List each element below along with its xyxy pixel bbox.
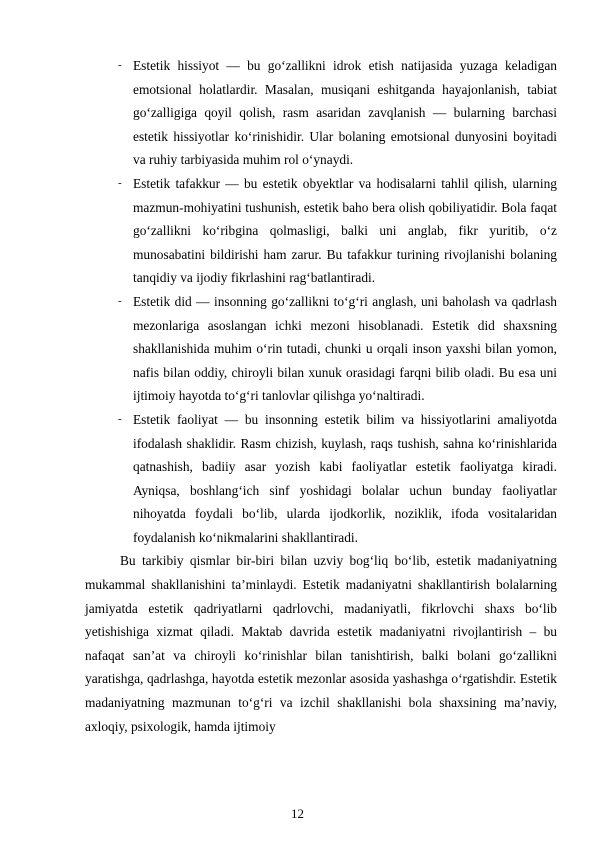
paragraph-text: Estetik tafakkur — bu estetik obyektlar va hodisalarni tahlil qilish, ularning mazmun-mohiyatini tushunish, estetik baho bera olish qobiliyatidir. Bola faqat go‘zallikni ko‘ribgina qolmasligi, balki uni anglab, fikr yuritib, o‘z munosabatini bildirishi ham zarur. Bu tafakkur turining rivojlanishi bolaning tanqidiy va ijodiy fikrlashini rag‘batlantiradi. [133,175,557,286]
bullet-dash: - [118,176,122,189]
paragraph-text: Estetik hissiyot — bu go‘zallikni idrok etish natijasida yuzaga keladigan emotsional holatlardir. Masalan, musiqani eshitganda hayajonlanish, tabiat go‘zalligiga qoyil qolish, rasm asaridan zavqlanish — bularning barchasi estetik hissiyotlar ko‘rinishidir. Ular bolaning emotsional dunyosini boyitadi va ruhiy tarbiyasida muhim rol o‘ynaydi. [133,58,557,168]
bullet-dash: - [118,412,122,425]
body-text [85,54,557,738]
list-item-estetik-faoliyat [85,408,557,550]
bullet-dash: - [118,59,122,71]
list-item-estetik-did [85,290,557,408]
list-item-estetik-hissiyot [85,54,557,172]
paragraph-text: Estetik did — insonning go‘zallikni to‘g‘ri anglash, uni baholash va qadrlash mezonlariga asoslangan ichki mezoni hisoblanadi. Estetik did shaxsning shakllanishida muhim o‘rin tutadi, chunki u orqali inson yaxshi bilan yomon, nafis bilan oddiy, chiroyli bilan xunuk orasidagi farqni bilib oladi. Bu esa uni ijtimoiy hayotda to‘g‘ri tanlovlar qilishga yo‘naltiradi. [133,293,557,404]
paragraph-summary [85,549,557,738]
page-number: 12 [291,806,304,821]
list-item-estetik-tafakkur [85,172,557,290]
paragraph-text: Bu tarkibiy qismlar bir-biri bilan uzviy bog‘liq bo‘lib, estetik madaniyatning mukammal shakllanishini ta’minlaydi. Estetik madaniyatni shakllantirish bolalarning jamiyatda estetik qadriyatlarni qadrlovchi, madaniyatli, fikrlovchi shaxs bo‘lib yetishishiga xizmat qiladi. Maktab davrida estetik madaniyatni rivojlantirish – bu nafaqat san’at va chiroyli ko‘rinishlar bilan tanishtirish, balki bolani go‘zallikni yaratishga, qadrlashga, hayotda estetik mezonlar asosida yashashga o‘rgatishdir. Estetik madaniyatning mazmunan to‘g‘ri va izchil shakllanishi bola shaxsining ma’naviy, axloqiy, psixologik, hamda ijtimoiy [85,553,557,734]
paragraph-text: Estetik faoliyat — bu insonning estetik bilim va hissiyotlarini amaliyotda ifodalash shaklidir. Rasm chizish, kuylash, raqs tushish, sahna ko‘rinishlarida qatnashish, badiiy asar yozish kabi faoliyatlar estetik faoliyatga kiradi. Ayniqsa, boshlang‘ich sinf yoshidagi bolalar uchun bunday faoliyatlar nihoyatda foydali bo‘lib, ularda ijodkorlik, noziklik, ifoda vositalaridan foydalanish ko‘nikmalarini shakllantiradi. [133,411,557,545]
bullet-dash: - [118,294,122,307]
